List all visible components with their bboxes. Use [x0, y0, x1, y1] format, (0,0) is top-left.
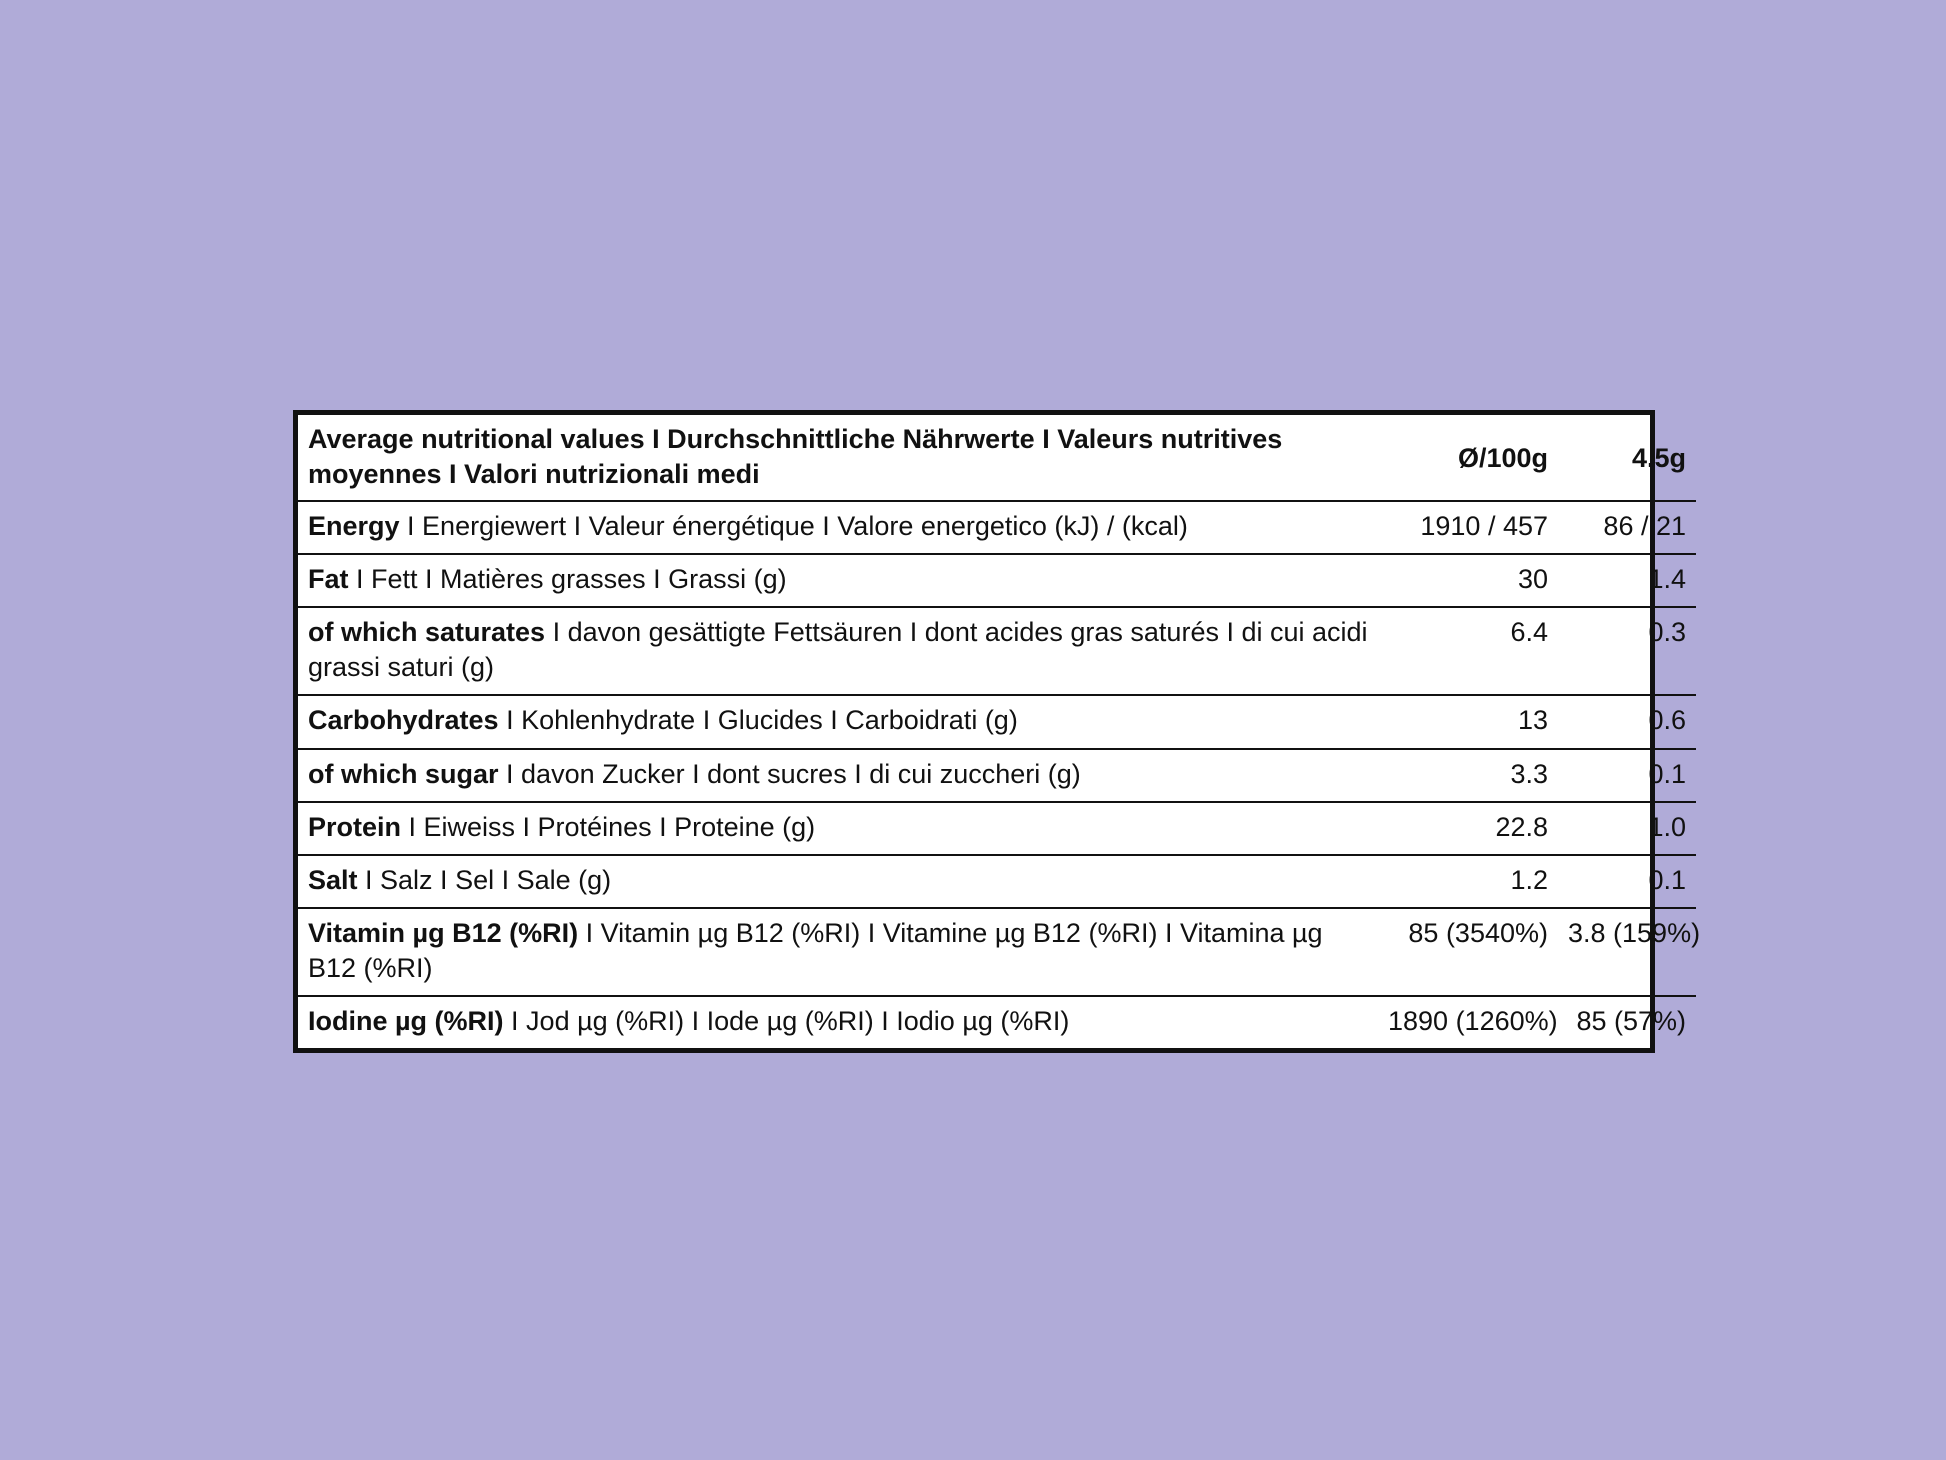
nutrition-table-body: [298, 415, 1701, 1048]
row-label-bold: of which sugar: [308, 758, 499, 789]
row-value-per100g: 22.8: [1378, 802, 1558, 855]
row-label-bold: Salt: [308, 864, 358, 895]
row-value-per100g: 1.2: [1378, 855, 1558, 908]
table-row: [298, 749, 1696, 802]
row-value-portion: 86 / 21: [1558, 501, 1696, 554]
row-label-bold: Carbohydrates: [308, 705, 499, 736]
row-value-portion: 1.4: [1558, 554, 1696, 607]
row-value-portion: 85 (57%): [1576, 1006, 1686, 1037]
table-row: [298, 695, 1696, 748]
nutrition-panel: [293, 410, 1701, 1053]
table-row: [298, 855, 1696, 908]
row-label: [298, 501, 1378, 554]
nutrition-table: [298, 415, 1701, 1048]
table-header-row: [298, 415, 1696, 501]
row-value-per100g: 6.4: [1378, 607, 1558, 695]
row-value-portion: 0.3: [1558, 607, 1696, 695]
row-value-per100g: 30: [1378, 554, 1558, 607]
row-value-portion: 0.6: [1558, 695, 1696, 748]
row-label-bold: of which saturates: [308, 617, 546, 648]
row-label-rest: I Energiewert I Valeur énergétique I Valore energetico (kJ) / (kcal): [399, 511, 1188, 542]
row-label-rest: I Vitamin µg B12 (%RI) I Vitamine µg B12 (%RI) I Vitamina µg B12 (%RI): [308, 917, 1323, 983]
row-label: [298, 554, 1378, 607]
row-label-rest: I Kohlenhydrate I Glucides I Carboidrati (g): [498, 705, 1018, 736]
header-col-per100g: Ø/100g: [1378, 415, 1558, 501]
table-row: [298, 607, 1696, 695]
header-title: Average nutritional values I Durchschnittliche Nährwerte I Valeurs nutritives moyennes I Valori nutrizionali medi: [298, 415, 1378, 501]
row-value-per100g: 13: [1378, 695, 1558, 748]
row-label-bold: Energy: [308, 511, 400, 542]
row-label-rest: I davon gesättigte Fettsäuren I dont acides gras saturés I di cui acidi grassi saturi (g): [308, 617, 1368, 683]
row-label-rest: I Eiweiss I Protéines I Proteine (g): [401, 811, 816, 842]
row-label: [298, 607, 1378, 695]
table-row: [298, 908, 1696, 996]
row-label: [298, 802, 1378, 855]
row-label-bold: Vitamin µg B12 (%RI): [308, 917, 579, 948]
row-label: [298, 855, 1378, 908]
row-label: [298, 695, 1378, 748]
row-label: [298, 749, 1378, 802]
row-label-bold: Iodine µg (%RI): [308, 1006, 504, 1037]
table-row: [298, 802, 1696, 855]
row-value-per100g: 85 (3540%): [1378, 908, 1558, 996]
row-label: [298, 996, 1378, 1048]
row-value-portion: 0.1: [1558, 749, 1696, 802]
row-value-per100g: 3.3: [1378, 749, 1558, 802]
row-value-portion: 1.0: [1558, 802, 1696, 855]
table-row: [298, 554, 1696, 607]
row-label-bold: Fat: [308, 564, 349, 595]
row-label: [298, 908, 1378, 996]
table-row: [298, 996, 1696, 1048]
row-label-rest: I davon Zucker I dont sucres I di cui zuccheri (g): [498, 758, 1081, 789]
row-label-rest: I Jod µg (%RI) I Iode µg (%RI) I Iodio µg (%RI): [503, 1006, 1070, 1037]
header-col-portion: 4.5g: [1558, 415, 1696, 501]
row-value-portion: 0.1: [1558, 855, 1696, 908]
row-value-portion: 3.8 (159%): [1558, 908, 1696, 996]
row-value-per100g: 1910 / 457: [1378, 501, 1558, 554]
row-label-rest: I Fett I Matières grasses I Grassi (g): [348, 564, 787, 595]
table-row: [298, 501, 1696, 554]
row-label-rest: I Salz I Sel I Sale (g): [357, 864, 612, 895]
row-value-per100g: 1890 (1260%): [1388, 1006, 1558, 1037]
row-label-bold: Protein: [308, 811, 402, 842]
